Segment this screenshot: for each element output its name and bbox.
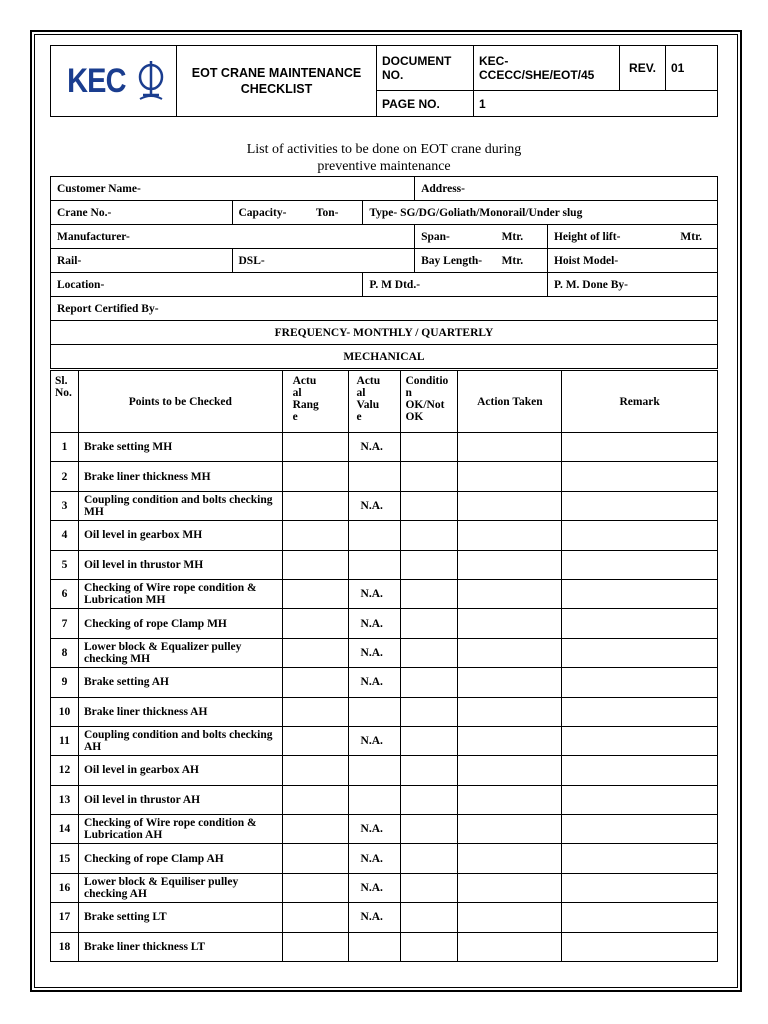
row-action-taken[interactable] xyxy=(458,550,562,579)
row-action-taken[interactable] xyxy=(458,433,562,462)
row-action-taken[interactable] xyxy=(458,844,562,873)
row-condition[interactable] xyxy=(401,697,458,726)
row-sl-no: 17 xyxy=(51,903,79,932)
row-condition[interactable] xyxy=(401,756,458,785)
row-actual-range[interactable] xyxy=(282,433,348,462)
row-sl-no: 2 xyxy=(51,462,79,491)
row-remark[interactable] xyxy=(562,932,718,961)
row-point: Coupling condition and bolts checking AH xyxy=(78,726,282,755)
col-actual-value: Actu al Valu e xyxy=(348,371,401,433)
row-actual-value[interactable]: N.A. xyxy=(348,491,401,520)
row-actual-value[interactable] xyxy=(348,697,401,726)
row-actual-range[interactable] xyxy=(282,609,348,638)
row-actual-value[interactable]: N.A. xyxy=(348,638,401,667)
row-actual-range[interactable] xyxy=(282,932,348,961)
row-actual-range[interactable] xyxy=(282,756,348,785)
table-row xyxy=(51,873,718,902)
col-points: Points to be Checked xyxy=(78,371,282,433)
row-actual-range[interactable] xyxy=(282,550,348,579)
row-actual-value[interactable]: N.A. xyxy=(348,579,401,608)
row-remark[interactable] xyxy=(562,638,718,667)
row-condition[interactable] xyxy=(401,491,458,520)
row-point: Brake setting LT xyxy=(78,903,282,932)
row-sl-no: 6 xyxy=(51,579,79,608)
row-sl-no: 8 xyxy=(51,638,79,667)
row-condition[interactable] xyxy=(401,462,458,491)
row-actual-value[interactable]: N.A. xyxy=(348,726,401,755)
table-row xyxy=(51,903,718,932)
report-certified-by-field[interactable]: Report Certified By- xyxy=(51,297,718,321)
row-sl-no: 11 xyxy=(51,726,79,755)
document-no-label: DOCUMENT NO. xyxy=(377,46,474,91)
kec-emblem-icon xyxy=(137,59,165,103)
table-row xyxy=(51,815,718,844)
row-condition[interactable] xyxy=(401,726,458,755)
row-remark[interactable] xyxy=(562,726,718,755)
row-actual-range[interactable] xyxy=(282,785,348,814)
row-point: Brake setting AH xyxy=(78,668,282,697)
row-remark[interactable] xyxy=(562,491,718,520)
ton-label: Ton- xyxy=(310,201,363,225)
col-sl-no: Sl. No. xyxy=(51,371,79,433)
table-row xyxy=(51,756,718,785)
row-sl-no: 5 xyxy=(51,550,79,579)
row-action-taken[interactable] xyxy=(458,785,562,814)
row-condition[interactable] xyxy=(401,844,458,873)
pm-dated-field[interactable]: P. M Dtd.- xyxy=(363,273,548,297)
row-actual-value[interactable] xyxy=(348,756,401,785)
row-action-taken[interactable] xyxy=(458,932,562,961)
checklist-table xyxy=(50,370,718,962)
page-no-value: 1 xyxy=(474,91,718,117)
row-remark[interactable] xyxy=(562,521,718,550)
row-remark[interactable] xyxy=(562,844,718,873)
document-title: EOT CRANE MAINTENANCE CHECKLIST xyxy=(177,46,377,117)
row-action-taken[interactable] xyxy=(458,873,562,902)
row-remark[interactable] xyxy=(562,756,718,785)
row-actual-range[interactable] xyxy=(282,462,348,491)
document-header xyxy=(50,45,718,117)
row-point: Brake liner thickness MH xyxy=(78,462,282,491)
row-condition[interactable] xyxy=(401,668,458,697)
row-action-taken[interactable] xyxy=(458,726,562,755)
row-condition[interactable] xyxy=(401,579,458,608)
address-field[interactable]: Address- xyxy=(415,177,718,201)
row-action-taken[interactable] xyxy=(458,697,562,726)
row-action-taken[interactable] xyxy=(458,815,562,844)
row-remark[interactable] xyxy=(562,903,718,932)
row-sl-no: 3 xyxy=(51,491,79,520)
col-remark: Remark xyxy=(562,371,718,433)
row-condition[interactable] xyxy=(401,433,458,462)
row-actual-range[interactable] xyxy=(282,873,348,902)
row-point: Brake liner thickness LT xyxy=(78,932,282,961)
row-point: Oil level in gearbox AH xyxy=(78,756,282,785)
row-actual-range[interactable] xyxy=(282,638,348,667)
row-sl-no: 15 xyxy=(51,844,79,873)
row-remark[interactable] xyxy=(562,550,718,579)
company-logo xyxy=(62,59,165,103)
row-sl-no: 10 xyxy=(51,697,79,726)
row-actual-value[interactable] xyxy=(348,932,401,961)
row-condition[interactable] xyxy=(401,873,458,902)
row-action-taken[interactable] xyxy=(458,903,562,932)
page-no-label: PAGE NO. xyxy=(377,91,474,117)
table-row xyxy=(51,697,718,726)
row-sl-no: 18 xyxy=(51,932,79,961)
row-point: Lower block & Equiliser pulley checking AH xyxy=(78,873,282,902)
table-row xyxy=(51,726,718,755)
row-action-taken[interactable] xyxy=(458,579,562,608)
hoist-model-field[interactable]: Hoist Model- xyxy=(547,249,717,273)
logo-text: KEC xyxy=(67,61,126,100)
table-row xyxy=(51,521,718,550)
row-actual-value[interactable]: N.A. xyxy=(348,873,401,902)
row-remark[interactable] xyxy=(562,815,718,844)
row-actual-range[interactable] xyxy=(282,697,348,726)
table-row xyxy=(51,550,718,579)
table-row xyxy=(51,462,718,491)
row-point: Checking of rope Clamp MH xyxy=(78,609,282,638)
table-row xyxy=(51,433,718,462)
table-row xyxy=(51,491,718,520)
row-action-taken[interactable] xyxy=(458,638,562,667)
row-point: Brake liner thickness AH xyxy=(78,697,282,726)
row-point: Checking of rope Clamp AH xyxy=(78,844,282,873)
row-sl-no: 9 xyxy=(51,668,79,697)
row-remark[interactable] xyxy=(562,609,718,638)
height-of-lift-field[interactable] xyxy=(547,225,717,249)
row-point: Coupling condition and bolts checking MH xyxy=(78,491,282,520)
col-condition: Conditio n OK/Not OK xyxy=(401,371,458,433)
row-actual-value[interactable]: N.A. xyxy=(348,903,401,932)
row-remark[interactable] xyxy=(562,668,718,697)
row-sl-no: 16 xyxy=(51,873,79,902)
row-condition[interactable] xyxy=(401,932,458,961)
table-row xyxy=(51,668,718,697)
row-point: Brake setting MH xyxy=(78,433,282,462)
dsl-field[interactable]: DSL- xyxy=(232,249,415,273)
revision-label: REV. xyxy=(620,46,666,91)
bay-length-unit: Mtr. xyxy=(496,249,548,273)
row-actual-value[interactable]: N.A. xyxy=(348,815,401,844)
row-sl-no: 1 xyxy=(51,433,79,462)
row-point: Checking of Wire rope condition & Lubrication MH xyxy=(78,579,282,608)
row-condition[interactable] xyxy=(401,550,458,579)
row-actual-value[interactable] xyxy=(348,785,401,814)
frequency-label: FREQUENCY- MONTHLY / QUARTERLY xyxy=(51,321,718,345)
row-action-taken[interactable] xyxy=(458,668,562,697)
pm-done-by-field[interactable]: P. M. Done By- xyxy=(547,273,717,297)
table-row xyxy=(51,932,718,961)
row-remark[interactable] xyxy=(562,873,718,902)
customer-name-field[interactable]: Customer Name- xyxy=(51,177,415,201)
row-actual-value[interactable] xyxy=(348,550,401,579)
table-row xyxy=(51,609,718,638)
row-condition[interactable] xyxy=(401,521,458,550)
row-actual-range[interactable] xyxy=(282,815,348,844)
crane-info-table xyxy=(50,176,718,369)
location-field[interactable]: Location- xyxy=(51,273,363,297)
heading-line-1: List of activities to be done on EOT crane during xyxy=(246,142,522,157)
row-action-taken[interactable] xyxy=(458,462,562,491)
row-actual-range[interactable] xyxy=(282,491,348,520)
row-condition[interactable] xyxy=(401,785,458,814)
row-condition[interactable] xyxy=(401,609,458,638)
row-remark[interactable] xyxy=(562,462,718,491)
row-actual-range[interactable] xyxy=(282,726,348,755)
rail-field[interactable]: Rail- xyxy=(51,249,233,273)
row-point: Lower block & Equalizer pulley checking MH xyxy=(78,638,282,667)
row-point: Checking of Wire rope condition & Lubrication AH xyxy=(78,815,282,844)
row-condition[interactable] xyxy=(401,815,458,844)
row-sl-no: 4 xyxy=(51,521,79,550)
checklist-heading xyxy=(50,141,718,175)
row-actual-range[interactable] xyxy=(282,579,348,608)
table-row xyxy=(51,638,718,667)
crane-type-field[interactable]: Type- SG/DG/Goliath/Monorail/Under slug xyxy=(363,201,718,225)
table-row xyxy=(51,579,718,608)
heading-line-2: preventive maintenance xyxy=(317,159,451,174)
manufacturer-field[interactable]: Manufacturer- xyxy=(51,225,415,249)
row-sl-no: 7 xyxy=(51,609,79,638)
row-actual-value[interactable]: N.A. xyxy=(348,609,401,638)
document-no-value: KEC-CCECC/SHE/EOT/45 xyxy=(474,46,620,91)
row-actual-range[interactable] xyxy=(282,844,348,873)
row-condition[interactable] xyxy=(401,638,458,667)
crane-no-field[interactable]: Crane No.- xyxy=(51,201,233,225)
row-remark[interactable] xyxy=(562,433,718,462)
row-remark[interactable] xyxy=(562,579,718,608)
row-actual-value[interactable]: N.A. xyxy=(348,844,401,873)
row-point: Oil level in thrustor MH xyxy=(78,550,282,579)
span-field[interactable]: Span- xyxy=(415,225,496,249)
row-actual-value[interactable]: N.A. xyxy=(348,668,401,697)
row-actual-value[interactable] xyxy=(348,462,401,491)
row-sl-no: 13 xyxy=(51,785,79,814)
row-action-taken[interactable] xyxy=(458,756,562,785)
revision-value: 01 xyxy=(666,46,718,91)
height-of-lift-unit: Mtr. xyxy=(680,230,703,243)
section-label: MECHANICAL xyxy=(51,345,718,369)
row-actual-range[interactable] xyxy=(282,903,348,932)
row-action-taken[interactable] xyxy=(458,521,562,550)
row-sl-no: 14 xyxy=(51,815,79,844)
span-unit: Mtr. xyxy=(496,225,548,249)
height-of-lift-label: Height of lift- xyxy=(553,230,621,243)
capacity-field[interactable]: Capacity- xyxy=(232,201,310,225)
row-action-taken[interactable] xyxy=(458,609,562,638)
row-remark[interactable] xyxy=(562,785,718,814)
col-action-taken: Action Taken xyxy=(458,371,562,433)
table-row xyxy=(51,844,718,873)
row-point: Oil level in gearbox MH xyxy=(78,521,282,550)
row-actual-range[interactable] xyxy=(282,668,348,697)
row-actual-value[interactable] xyxy=(348,521,401,550)
row-point: Oil level in thrustor AH xyxy=(78,785,282,814)
row-remark[interactable] xyxy=(562,697,718,726)
logo-cell xyxy=(51,46,177,117)
row-action-taken[interactable] xyxy=(458,491,562,520)
table-row xyxy=(51,785,718,814)
bay-length-field[interactable]: Bay Length- xyxy=(415,249,496,273)
row-condition[interactable] xyxy=(401,903,458,932)
row-sl-no: 12 xyxy=(51,756,79,785)
col-actual-range: Actu al Rang e xyxy=(282,371,348,433)
row-actual-range[interactable] xyxy=(282,521,348,550)
row-actual-value[interactable]: N.A. xyxy=(348,433,401,462)
